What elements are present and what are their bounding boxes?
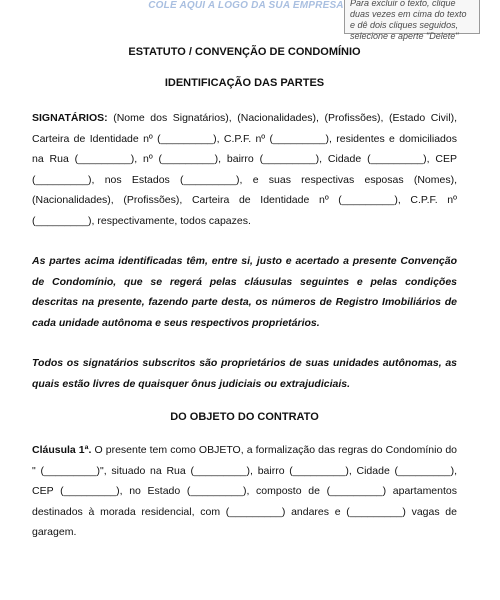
logo-placeholder: COLE AQUI A LOGO DA SUA EMPRESA bbox=[148, 0, 344, 11]
clause-1-text: O presente tem como OBJETO, a formalização das regras do Condomínio do " (_________)", situado na Rua (_________), bairro (_________), Cidade (_________), CEP (_________), no Estado (_________), composto de (_________) apartamentos destinados à morada residencial, com (_________) andares e (_________) vagas de garagem. bbox=[32, 444, 458, 538]
section-heading-object: DO OBJETO DO CONTRATO bbox=[170, 411, 319, 423]
signatories-label: SIGNATÁRIOS: bbox=[32, 112, 108, 124]
parties-agreement-paragraph: As partes acima identificadas têm, entre si, justo e acertado a presente Convenção de Condomínio, que se regerá pelas cláusulas seguintes e pelas condições descritas na presente, fazendo parte desta, os números de Registro Imobiliários de cada unidade autônoma e seus respectivos proprietários. bbox=[32, 255, 457, 329]
instruction-tooltip: Para excluir o texto, clique duas vezes em cima do texto e dê dois cliques seguidos, selecione e aperte "Delete" bbox=[344, 0, 480, 34]
owners-statement-paragraph: Todos os signatários subscritos são proprietários de suas unidades autônomas, as quais estão livres de quaisquer ônus judiciais ou extrajudiciais. bbox=[32, 357, 457, 390]
signatories-paragraph bbox=[32, 108, 457, 231]
clause-1-paragraph bbox=[32, 440, 457, 543]
signatories-text: (Nome dos Signatários), (Nacionalidades), (Profissões), (Estado Civil), Carteira de Identidade nº (_________), C.P.F. nº (_________), residentes e domiciliados na Rua (_________), nº (_________), bairro (_________), Cidade (_________), CEP (_________), nos Estados (_________), e suas respectivas esposas (Nomes), (Nacionalidades), (Profissões), Carteira de Identidade nº (_________), C.P.F. nº (_________), respectivamente, todos capazes. bbox=[32, 112, 457, 227]
clause-1-label: Cláusula 1ª. bbox=[32, 444, 92, 456]
document-body bbox=[32, 46, 457, 543]
document-title: ESTATUTO / CONVENÇÃO DE CONDOMÍNIO bbox=[128, 46, 361, 58]
section-heading-parties: IDENTIFICAÇÃO DAS PARTES bbox=[164, 77, 325, 89]
